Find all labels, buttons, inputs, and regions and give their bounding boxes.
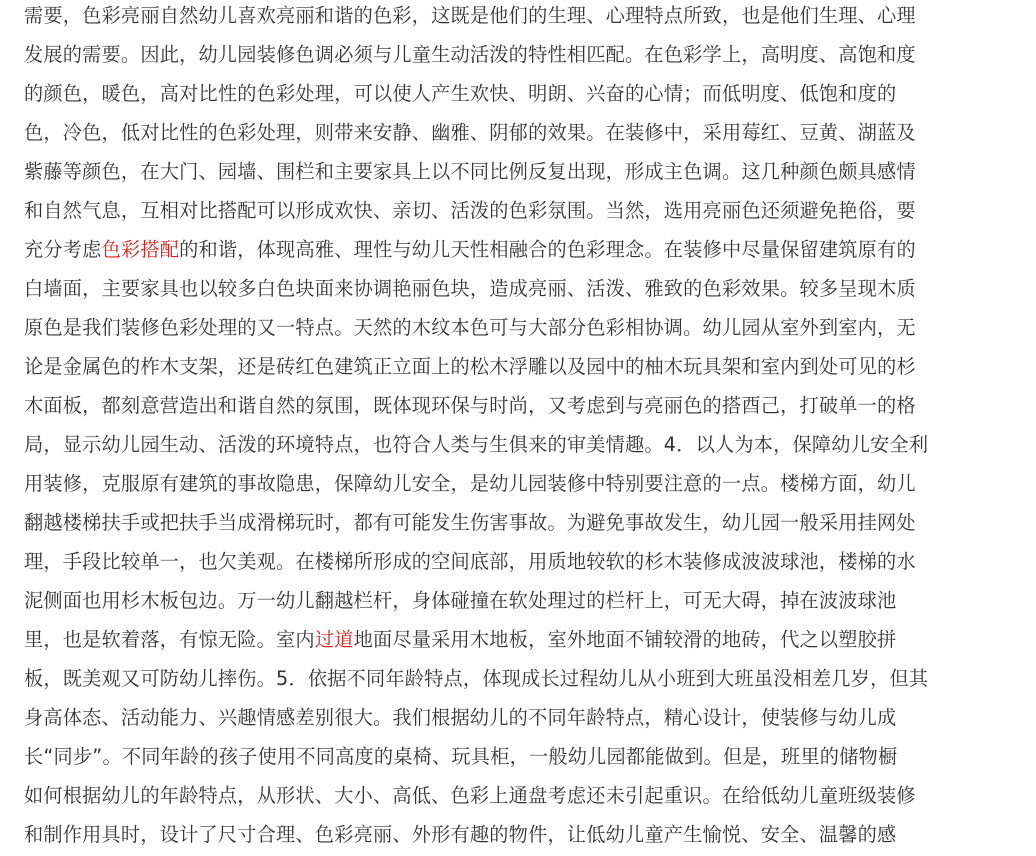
text-segment: 里，也是软着落，有惊无险。室内 bbox=[24, 628, 315, 651]
text-segment: 地面尽量采用木地板，室外地面不铺较滑的地砖，代之以塑胶拼 bbox=[353, 628, 897, 651]
text-line: 理，手段比较单一，也欠美观。在楼梯所形成的空间底部，用质地较软的杉木装修成波波球池，楼梯的水 bbox=[24, 550, 916, 573]
text-line: 的颜色，暖色，高对比性的色彩处理，可以使人产生欢快、明朗、兴奋的心情；而低明度、低饱和度的 bbox=[24, 82, 897, 105]
text-line: 如何根据幼儿的年龄特点，从形状、大小、高低、色彩上通盘考虑还未引起重识。在给低幼儿童班级装修 bbox=[24, 784, 916, 807]
text-line: 泥侧面也用杉木板包边。万一幼儿翻越栏杆，身体碰撞在软处理过的栏杆上，可无大碍，掉在波波球池 bbox=[24, 589, 897, 612]
text-line: 白墙面，主要家具也以较多白色块面来协调艳丽色块，造成亮丽、活泼、雅致的色彩效果。较多呈现木质 bbox=[24, 277, 916, 300]
text-line: 身高体态、活动能力、兴趣情感差别很大。我们根据幼儿的不同年龄特点，精心设计，使装修与幼儿成 bbox=[24, 706, 897, 729]
text-segment: 的和谐，体现高雅、理性与幼儿天性相融合的色彩理念。在装修中尽量保留建筑原有的 bbox=[179, 238, 916, 261]
text-line bbox=[0, 230, 1036, 269]
text-line bbox=[0, 620, 1036, 659]
text-line: 局，显示幼儿园生动、活泼的环境特点，也符合人类与生俱来的审美情趣。4．以人为本，保障幼儿安全利 bbox=[24, 433, 929, 456]
text-line: 和自然气息，互相对比搭配可以形成欢快、亲切、活泼的色彩氛围。当然，选用亮丽色还须避免艳俗，要 bbox=[24, 199, 916, 222]
keyword-link-color-matching[interactable]: 色彩搭配 bbox=[101, 238, 180, 261]
text-line: 论是金属色的柞木支架，还是砖红色建筑正立面上的松木浮雕以及园中的柚木玩具架和室内到处可见的杉 bbox=[24, 355, 916, 378]
text-line: 需要，色彩亮丽自然幼儿喜欢亮丽和谐的色彩，这既是他们的生理、心理特点所致，也是他们生理、心理 bbox=[24, 4, 916, 27]
text-line: 长“同步”。不同年龄的孩子使用不同高度的桌椅、玩具柜，一般幼儿园都能做到。但是，班里的储物橱 bbox=[24, 745, 898, 768]
text-line: 发展的需要。因此，幼儿园装修色调必须与儿童生动活泼的特性相匹配。在色彩学上，高明度、高饱和度 bbox=[24, 43, 916, 66]
text-line: 紫藤等颜色，在大门、园墙、围栏和主要家具上以不同比例反复出现，形成主色调。这几种颜色颇具感情 bbox=[24, 160, 916, 183]
text-line: 色，冷色，低对比性的色彩处理，则带来安静、幽雅、阴郁的效果。在装修中，采用莓红、豆黄、湖蓝及 bbox=[24, 121, 916, 144]
text-line: 用装修，克服原有建筑的事故隐患，保障幼儿安全，是幼儿园装修中特别要注意的一点。楼梯方面，幼儿 bbox=[24, 472, 916, 495]
text-line: 木面板，都刻意营造出和谐自然的氛围，既体现环保与时尚，又考虑到与亮丽色的搭酉己，打破单一的格 bbox=[24, 394, 916, 417]
text-line: 和制作用具时，设计了尺寸合理、色彩亮丽、外形有趣的物件，让低幼儿童产生愉悦、安全、温馨的感 bbox=[24, 823, 897, 846]
text-line: 板，既美观又可防幼儿摔伤。5．依据不同年龄特点，体现成长过程幼儿从小班到大班虽没相差几岁，但其 bbox=[24, 667, 929, 690]
text-line: 原色是我们装修色彩处理的又一特点。天然的木纹本色可与大部分色彩相协调。幼儿园从室外到室内，无 bbox=[24, 316, 916, 339]
text-line: 翻越楼梯扶手或把扶手当成滑梯玩时，都有可能发生伤害事故。为避免事故发生，幼儿园一般采用挂网处 bbox=[24, 511, 916, 534]
text-segment: 充分考虑 bbox=[24, 238, 102, 261]
keyword-link-corridor[interactable]: 过道 bbox=[314, 628, 354, 651]
